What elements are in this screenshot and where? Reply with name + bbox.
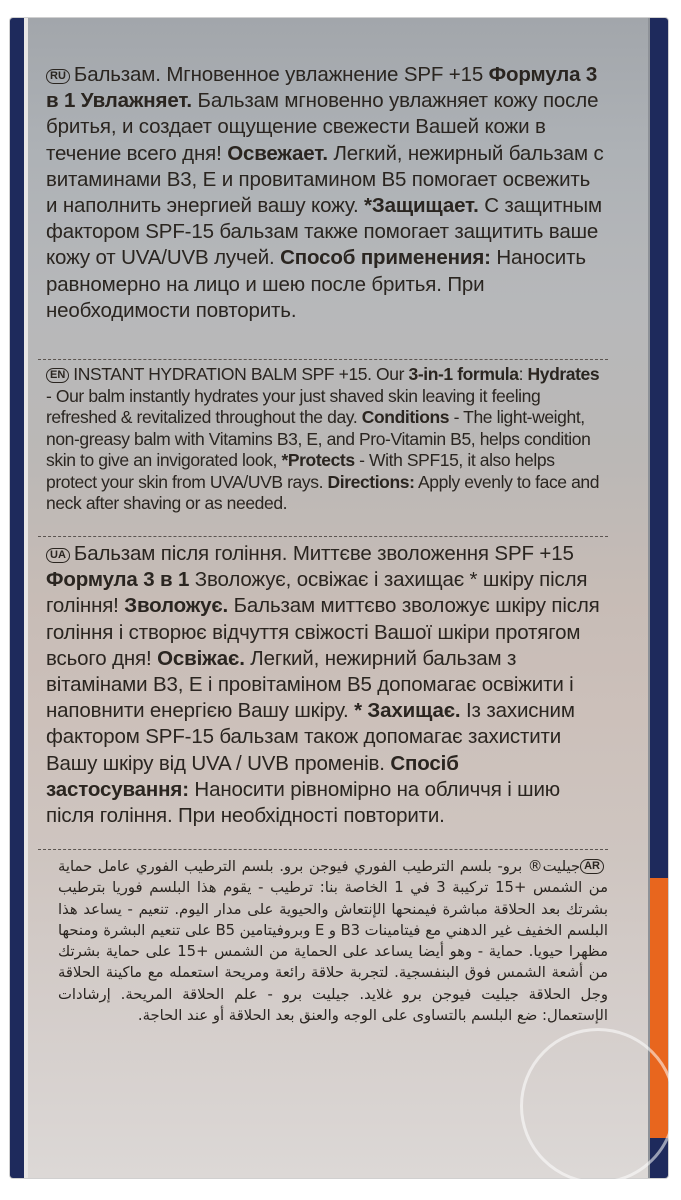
ru-badge: RU (46, 69, 70, 84)
ar-badge: AR (580, 859, 604, 874)
section-divider (38, 359, 608, 360)
watermark-stamp (520, 1028, 676, 1184)
en-badge: EN (46, 368, 69, 383)
english-section: EN INSTANT HYDRATION BALM SPF +15. Our 3-in-1 formula: Hydrates - Our balm instantly hydrates your just shaved skin leaving it feeling refreshed & revitalized throughout the day. Conditions - The light-weight, non-greasy balm with Vitamins B3, E, and Pro-Vitamin B5, helps condition skin to give an invigorated look, *Protects - With SPF15, it also helps protect your skin from UVA/UVB rays. Directions: Apply evenly to face and neck after shaving or as needed. (46, 364, 600, 513)
russian-section: RU Бальзам. Мгновенное увлажнение SPF +15 Формула 3 в 1 Увлажняет. Бальзам мгновенно увлажняет кожу после бритья, и создает ощущение свежести Вашей кожи в течение всего дня! Освежает. Легкий, нежирный бальзам с витаминами B3, E и провитамином B5 помогает освежить и наполнить энергией вашу кожу. *Защищает. С защитным фактором SPF-15 бальзам также помогает защитить ваше кожу от UVA/UVB лучей. Способ применения: Наносить равномерно на лицо и шею после бритья. При необходимости повторить. (46, 63, 604, 322)
ukrainian-section: UA Бальзам після гоління. Миттєве зволоження SPF +15 Формула 3 в 1 Зволожує, освіжає і захищає * шкіру після гоління! Зволожує. Бальзам миттєво зволожує шкіру після гоління і створює відчуття свіжості Вашої шкіри протягом всього дня! Освіжає. Легкий, нежирний бальзам з вітамінами B3, E і провітаміном B5 допомагає освіжити і наповнити енергією Вашу шкіру. * Захищає. Із захисним фактором SPF-15 бальзам також допомагає захистити Вашу шкіру від UVA / UVB променів. Спосіб застосування: Наносити рівномірно на обличчя і шию після гоління. При необхідності повторити. (46, 542, 600, 828)
ua-badge: UA (46, 548, 70, 563)
section-divider (38, 536, 608, 537)
arabic-section: ARجيليت® برو- بلسم الترطيب الفوري فيوجن برو. بلسم الترطيب الفوري عامل حماية من الشمس +15 تركيبة 3 في 1 الخاصة بنا: ترطيب - يقوم هذا البلسم فوريا بترطيب بشرتك بعد الحلاقة مباشرة فيمنحها الإنتعاش والحيوية على مدار اليوم. تنعيم - يساعد هذا البلسم الخفيف غير الدهني مع فيتامينات B3 و E وبروفيتامين B5 على تنعيم البشرة ومنحها مظهرا حيويا. حماية - وهو أيضا يساعد على الحماية من الشمس +15 على حماية بشرتك من أشعة الشمس فوق البنفسجية. لتجربة حلاقة رائعة ومريحة استعمله مع ماكينة الحلاقة وجل الحلاقة جيليت فيوجن برو غلايد. جيليت برو - علم الحلاقة المريحة. إرشادات الإستعمال: ضع البلسم بالتساوى على الوجه والعنق بعد الحلاقة أو عند الحاجة. (58, 858, 608, 1025)
section-divider (38, 849, 608, 850)
